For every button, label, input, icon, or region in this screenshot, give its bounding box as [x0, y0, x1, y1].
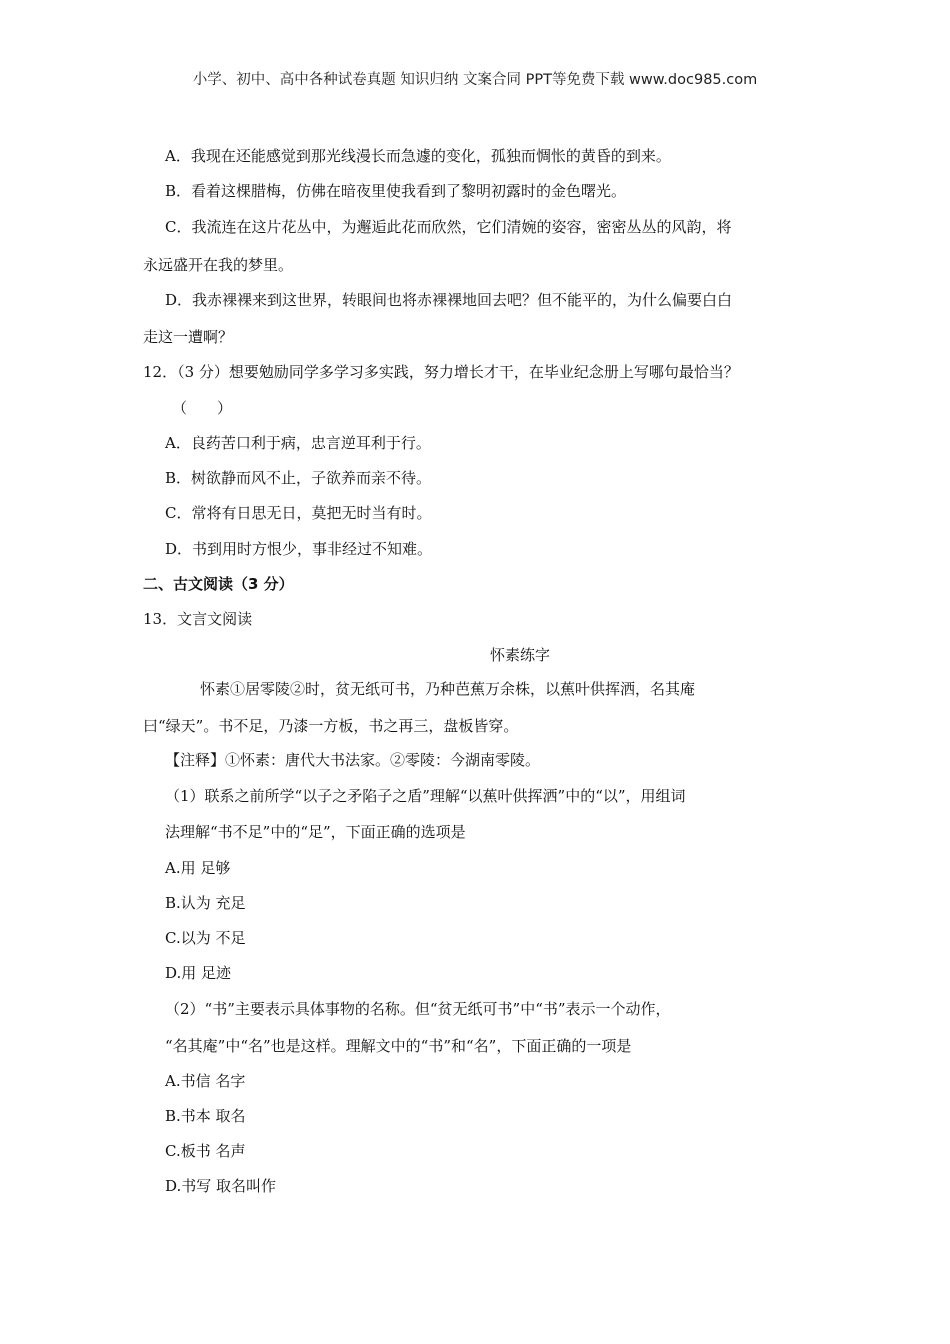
- sub2-option-c: C.板书 名声: [165, 1142, 246, 1160]
- q11-option-c-line1: C．我流连在这片花丛中，为邂逅此花而欣然，它们清婉的姿容，密密丛丛的风韵，将: [165, 218, 732, 236]
- passage-line2: 曰“绿天”。书不足，乃漆一方板，书之再三，盘板皆穿。: [143, 717, 519, 735]
- section-title: 二、古文阅读（3 分）: [143, 575, 294, 593]
- q12-stem: 12．（3 分）想要勉励同学多学习多实践，努力增长才干，在毕业纪念册上写哪句最恰当？: [143, 363, 739, 381]
- q11-option-b: B．看着这棵腊梅，仿佛在暗夜里使我看到了黎明初露时的金色曙光。: [165, 182, 627, 200]
- sub1-question-line1: （1）联系之前所学“以子之矛陷子之盾”理解“以蕉叶供挥洒”中的“以”，用组词: [165, 787, 686, 805]
- q11-option-c-line2: 永远盛开在我的梦里。: [143, 256, 294, 274]
- sub1-option-c: C.以为 不足: [165, 929, 246, 947]
- sub2-option-b: B.书本 取名: [165, 1107, 246, 1125]
- sub2-question-line2: “名其庵”中“名”也是这样。理解文中的“书”和“名”，下面正确的一项是: [165, 1037, 632, 1055]
- q11-option-d-line1: D．我赤裸裸来到这世界，转眼间也将赤裸裸地回去吧？但不能平的，为什么偏要白白: [165, 291, 733, 309]
- q12-option-d: D．书到用时方恨少，事非经过不知难。: [165, 540, 433, 558]
- q12-answer-blank: （ ）: [172, 399, 233, 417]
- q12-option-a: A．良药苦口利于病，忠言逆耳利于行。: [165, 434, 431, 452]
- q13-stem: 13．文言文阅读: [143, 610, 253, 628]
- q11-option-a: A．我现在还能感觉到那光线漫长而急遽的变化，孤独而惆怅的黄昏的到来。: [165, 147, 671, 165]
- passage-title: 怀素练字: [489, 646, 550, 664]
- sub1-option-d: D.用 足迹: [165, 964, 232, 982]
- sub1-option-a: A.用 足够: [165, 859, 231, 877]
- sub1-option-b: B.认为 充足: [165, 894, 246, 912]
- sub1-question-line2: 法理解“书不足”中的“足”，下面正确的选项是: [165, 823, 466, 841]
- q12-option-b: B．树欲静而风不止，子欲养而亲不待。: [165, 469, 432, 487]
- sub2-option-a: A.书信 名字: [165, 1072, 246, 1090]
- sub2-option-d: D.书写 取名叫作: [165, 1177, 277, 1195]
- passage-line1: 怀素①居零陵②时，贫无纸可书，乃种芭蕉万余株，以蕉叶供挥洒，名其庵: [200, 680, 696, 698]
- passage-note: 【注释】①怀素：唐代大书法家。②零陵：今湖南零陵。: [165, 751, 541, 769]
- sub2-question-line1: （2）“书”主要表示具体事物的名称。但“贫无纸可书”中“书”表示一个动作，: [165, 1000, 671, 1018]
- q11-option-d-line2: 走这一遭啊？: [143, 328, 234, 346]
- q12-option-c: C．常将有日思无日，莫把无时当有时。: [165, 504, 432, 522]
- page-header: 小学、初中、高中各种试卷真题 知识归纳 文案合同 PPT等免费下载 www.doc985.com: [192, 72, 758, 88]
